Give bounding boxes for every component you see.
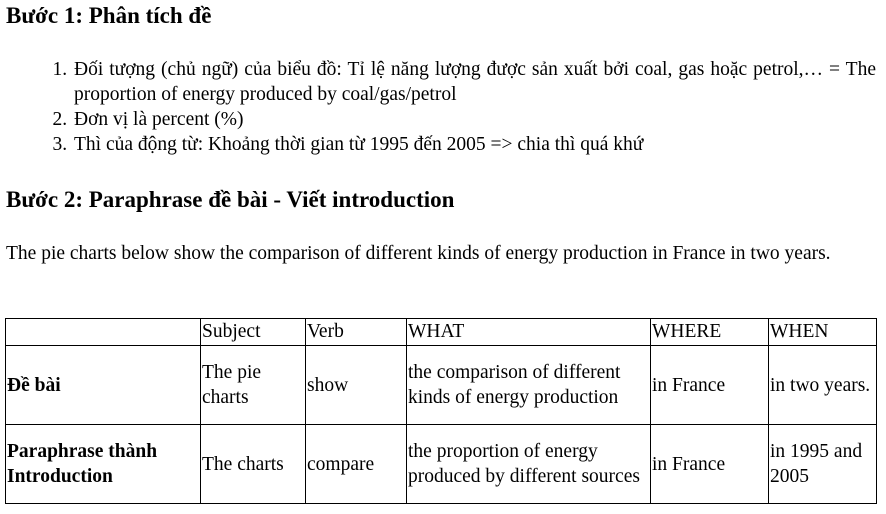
row-label: Đề bài: [6, 346, 201, 425]
header-cell: WHERE: [651, 319, 769, 346]
where-cell: in France: [651, 425, 769, 504]
header-cell: Verb: [306, 319, 407, 346]
when-cell: in 1995 and 2005: [769, 425, 877, 504]
table-row: [6, 425, 877, 504]
list-item: 3. Thì của động từ: Khoảng thời gian từ 1995 đến 2005 => chia thì quá khứ: [72, 132, 876, 157]
table-row: [6, 346, 877, 425]
task-paragraph: The pie charts below show the comparison of different kinds of energy production in France in two years.: [6, 243, 831, 264]
what-cell: the proportion of energy produced by different sources: [407, 425, 651, 504]
analysis-list: [0, 57, 876, 157]
what-cell: the comparison of different kinds of energy production: [407, 346, 651, 425]
header-cell: Subject: [201, 319, 306, 346]
header-cell: WHAT: [407, 319, 651, 346]
list-item: 1. Đối tượng (chủ ngữ) của biểu đồ: Tỉ lệ năng lượng được sản xuất bởi coal, gas hoặc petrol,… = The proportion of energy produced by coal/gas/petrol: [72, 57, 876, 107]
step1-heading: Bước 1: Phân tích đề: [6, 3, 212, 28]
verb-cell: compare: [306, 425, 407, 504]
paraphrase-table: [5, 318, 877, 504]
subject-cell: The pie charts: [201, 346, 306, 425]
where-cell: in France: [651, 346, 769, 425]
list-item: 2. Đơn vị là percent (%): [72, 107, 876, 132]
header-cell: [6, 319, 201, 346]
header-cell: WHEN: [769, 319, 877, 346]
subject-cell: The charts: [201, 425, 306, 504]
table-header-row: [6, 319, 877, 346]
when-cell: in two years.: [769, 346, 877, 425]
verb-cell: show: [306, 346, 407, 425]
row-label: Paraphrase thành Introduction: [6, 425, 201, 504]
step2-heading: Bước 2: Paraphrase đề bài - Viết introduction: [6, 187, 455, 212]
